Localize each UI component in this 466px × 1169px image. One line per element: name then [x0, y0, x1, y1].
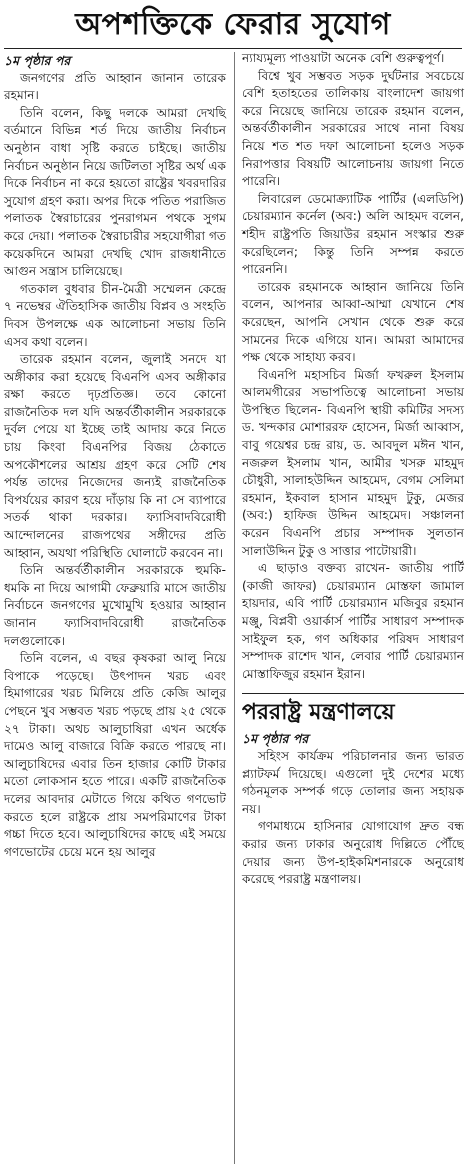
paragraph: বিএনপি মহাসচিব মির্জা ফখরুল ইসলাম আলমগীরের সভাপতিত্বে আলোচনা সভায় উপস্থিত ছিলেন- বিএনপি স্থায়ী কমিটির সদস্য ড. খন্দকার মোশাররফ হোসেন, মির্জা আব্বাস, বাবু গয়েশ্বর চন্দ্র রায়, ড. আবদুল মঈন খান, নজরুল ইসলাম খান, আমীর খসরু মাহমুদ চৌধুরী, সালাহউদ্দিন আহমেদ, বেগম সেলিমা রহমান, ইকবাল হাসান মাহমুদ টুকু, মেজর (অব:) হাফিজ উদ্দিন আহমেদ। সঞ্চালনা করেন বিএনপি প্রচার সম্পাদক সুলতান সালাউদ্দিন টুকু ও সাত্তার পাটোয়ারী। [242, 367, 464, 558]
left-column [4, 50, 226, 861]
paragraph: তিনি বলেন, কিছু দলকে আমরা দেখছি বর্তমানে বিভিন্ন শর্ত দিয়ে জাতীয় নির্বাচন অনুষ্ঠান বাধা সৃষ্টি করতে চাইছে। জাতীয় নির্বাচন অনুষ্ঠান নিয়ে জটিলতা সৃষ্টির অর্থ এক দিকে নির্বাচন না করে হয়তো রাষ্ট্রের খবরদারির সুযোগ গ্রহণ করা। অপর দিকে পতিত পরাজিত পলাতক স্বৈরাচারের পুনরাগমন পথকে সুগম করে দেয়া। পলাতক স্বৈরাচারীর সহযোগীরা গত কয়েকদিনে আমরা দেখছি খোদ রাজধানীতে আগুন সন্ত্রাস চালিয়েছে। [4, 105, 226, 279]
paragraph: গণমাধ্যমে হাসিনার যোগাযোগ দ্রুত বন্ধ করার জন্য ঢাকার অনুরোধ দিল্লিতে পৌঁছে দেয়ার জন্য উপ-হাইকমিশনারকে অনুরোধ করেছে পররাষ্ট্র মন্ত্রণালয়। [242, 819, 464, 887]
continued-label: ১ম পৃষ্ঠার পর [4, 53, 71, 68]
headline: অপশক্তিকে ফেরার সুযোগ [75, 7, 391, 42]
paragraph: তারেক রহমানকে আহ্বান জানিয়ে তিনি বলেন, আপনার আব্বা-আম্মা যেখানে শেষ করেছেন, আপনি সেখান থেকে শুরু করে সামনের দিকে এগিয়ে যান। আমরা আমাদের পক্ষ থেকে সাহায্য করব। [242, 279, 464, 365]
paragraph: ন্যায্যমূল্য পাওয়াটা অনেক বেশি গুরুত্বপূর্ণ। [242, 51, 445, 65]
paragraph: তিনি বলেন, এ বছর কৃষকরা আলু নিয়ে বিপাকে পড়েছে। উৎপাদন খরচ এবং হিমাগারের খরচ মিলিয়ে প্রতি কেজি আলুর পেছনে খুব সম্ভবত খরচ পড়ছে প্রায় ২৫ থেকে ২৭ টাকা। অথচ আলুচাষিরা এখন অর্ধেক দামেও আলু বাজারে বিক্রি করতে পারছে না। আলুচাষিদের এবার তিন হাজার কোটি টাকার মতো লোকসান হতে পারে। একটি রাজনৈতিক দলের আবদার মেটাতে গিয়ে কথিত গণভোট করতে হলে রাষ্ট্রকে প্রায় সমপরিমাণের টাকা গচ্চা দিতে হবে। আলুচাষিদের কাছে এই সময়ে গণভোটের চেয়ে মনে হয় আলুর [4, 651, 226, 859]
paragraph: তারেক রহমান বলেন, জুলাই সনদে যা অঙ্গীকার করা হয়েছে বিএনপি এসব অঙ্গীকার রক্ষা করতে দৃঢ়প্রতিজ্ঞ। তবে কোনো রাজনৈতিক দল যদি অন্তর্বর্তীকালীন সরকারকে দুর্বল পেয়ে যা ইচ্ছে তাই আদায় করে নিতে চায় কিংবা বিএনপির বিজয় ঠেকাতে অপকৌশলের আশ্রয় গ্রহণ করে সেটি শেষ পর্যন্ত তাদের নিজেদের জন্যই রাজনৈতিক বিপর্যয়ের কারণ হয়ে দাঁড়ায় কি না সে ব্যাপারে সতর্ক থাকা দরকার। ফ্যাসিবাদবিরোধী আন্দোলনের রাজপথের সঙ্গীদের প্রতি আহ্বান, অযথা পরিস্থিতি ঘোলাটে করবেন না। [4, 352, 226, 560]
paragraph: লিবারেল ডেমোক্র্যাটিক পার্টির (এলডিপি) চেয়ারম্যান কর্নেল (অব:) অলি আহমদ বলেন, শহীদ রাষ্ট্রপতি জিয়াউর রহমান সংস্কার শুরু করেছিলেন; কিন্তু তিনি সম্পন্ন করতে পারেননি। [242, 191, 464, 277]
paragraph: এ ছাড়াও বক্তব্য রাখেন- জাতীয় পার্টি (কাজী জাফর) চেয়ারম্যান মোস্তফা জামাল হায়দার, এবি পার্টি চেয়ারম্যান মজিবুর রহমান মঞ্জু, বিপ্লবী ওয়ার্কার্স পার্টির সাধারণ সম্পাদক সাইফুল হক, গণ অধিকার পরিষদ সাধারণ সম্পাদক রাশেদ খান, লেবার পার্টি চেয়ারম্যান মোস্তাফিজুর রহমান ইরান। [242, 561, 464, 681]
headline-rule [4, 48, 462, 49]
continued-label: ১ম পৃষ্ঠার পর [242, 731, 309, 747]
paragraph: বিশ্বে খুব সম্ভবত সড়ক দুর্ঘটনার সবচেয়ে বেশি হতাহতের তালিকায় বাংলাদেশ জায়গা করে নিয়েছে জানিয়ে তারেক রহমান বলেন, অন্তর্বর্তীকালীন সরকারের সাথে নানা বিষয় নিয়ে শত শত দফা আলোচনা হলেও সড়ক নিরাপত্তার বিষয়টি আলোচনায় জায়গা নিতে পারেনি। [242, 68, 464, 189]
paragraph: সহিংস কার্যক্রম পরিচালনার জন্য ভারত প্ল্যাটফর্ম দিয়েছে। এগুলো দুই দেশের মধ্যে গঠনমূলক সম্পর্ক গড়ে তোলার জন্য সহায়ক নয়। [242, 748, 464, 816]
right-column [242, 50, 464, 889]
column-divider [234, 52, 235, 1164]
paragraph: জনগণের প্রতি আহ্বান জানান তারেক রহমান। [4, 70, 226, 103]
paragraph: তিনি অন্তর্বর্তীকালীন সরকারকে হুমকি-ধমকি না দিয়ে আগামী ফেব্রুয়ারি মাসে জাতীয় নির্বাচনে জনগণের মুখোমুখি হওয়ার আহ্বান জানান ফ্যাসিবাদবিরোধী রাজনৈতিক দলগুলোকে। [4, 563, 226, 648]
second-headline: পররাষ্ট্র মন্ত্রণালয়ে [242, 693, 464, 728]
paragraph: গতকাল বুধবার চীন-মৈত্রী সম্মেলন কেন্দ্রে ৭ নভেম্বর ঐতিহাসিক জাতীয় বিপ্লব ও সংহতি দিবস উপলক্ষে এক আলোচনা সভায় তিনি এসব কথা বলেন। [4, 281, 226, 349]
